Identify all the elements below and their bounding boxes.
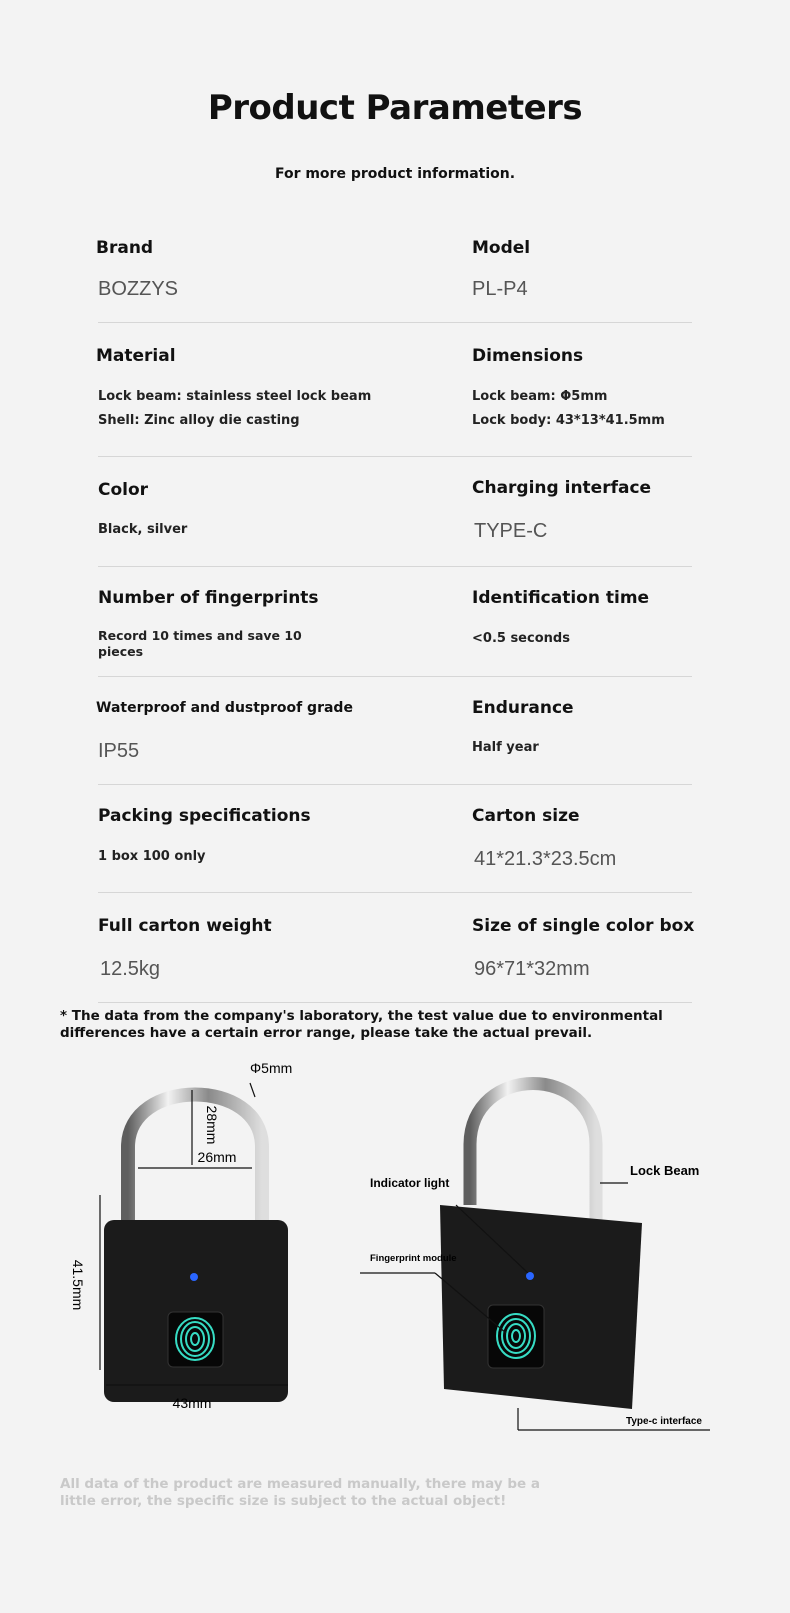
body-height-label: 41.5mm <box>70 1259 86 1311</box>
charging-label: Charging interface <box>472 478 652 498</box>
lab-note: * The data from the company's laboratory, the test value due to environmental differences have a certain error range, please take the actual prevail. <box>60 1008 663 1041</box>
endurance-value: Half year <box>472 740 539 755</box>
page-subtitle: For more product information. <box>274 166 516 182</box>
carton-size-label: Carton size <box>472 806 580 826</box>
dimensions-line1: Lock beam: Φ5mm <box>472 389 608 404</box>
beam-height-label: 28mm <box>204 1105 220 1145</box>
fingerprint-module-label: Fingerprint module <box>370 1253 457 1264</box>
waterproof-label: Waterproof and dustproof grade <box>96 700 353 716</box>
divider <box>98 1002 692 1003</box>
divider <box>98 784 692 785</box>
fingerprints-value: Record 10 times and save 10 pieces <box>98 628 302 659</box>
dimensions-label: Dimensions <box>472 346 584 366</box>
lock-shackle <box>470 1084 596 1221</box>
footer-disclaimer: All data of the product are measured manually, there may be a little error, the specific size is subject to the actual object! <box>60 1476 540 1509</box>
carton-weight-label: Full carton weight <box>98 916 272 936</box>
indicator-light-label: Indicator light <box>370 1176 450 1190</box>
color-value: Black, silver <box>98 522 188 537</box>
lock-beam-label: Lock Beam <box>630 1163 700 1178</box>
divider <box>98 322 692 323</box>
material-line1: Lock beam: stainless steel lock beam <box>98 389 372 404</box>
body-width-label: 43mm <box>172 1395 212 1411</box>
padlock-dimension-diagram <box>60 1060 350 1470</box>
brand-value: BOZZYS <box>98 278 179 300</box>
divider <box>98 566 692 567</box>
carton-size-value: 41*21.3*23.5cm <box>474 848 617 870</box>
packing-label: Packing specifications <box>98 806 311 826</box>
material-label: Material <box>96 346 176 366</box>
page-title: Product Parameters <box>207 88 583 128</box>
color-box-label: Size of single color box <box>472 916 695 936</box>
fingerprints-label: Number of fingerprints <box>98 588 319 608</box>
color-label: Color <box>98 480 149 500</box>
brand-label: Brand <box>96 238 154 258</box>
dimensions-line2: Lock body: 43*13*41.5mm <box>472 413 665 428</box>
carton-weight-value: 12.5kg <box>100 958 161 980</box>
padlock-component-diagram <box>360 1075 730 1455</box>
charging-value: TYPE-C <box>474 520 548 542</box>
lock-body <box>104 1220 288 1402</box>
indicator-dot <box>190 1273 198 1281</box>
divider <box>98 456 692 457</box>
color-box-value: 96*71*32mm <box>474 958 590 980</box>
model-value: PL-P4 <box>472 278 528 300</box>
packing-value: 1 box 100 only <box>98 849 206 864</box>
divider <box>98 676 692 677</box>
indicator-dot <box>526 1272 534 1280</box>
waterproof-value: IP55 <box>98 740 140 762</box>
lock-shackle <box>128 1095 262 1226</box>
model-label: Model <box>472 238 531 258</box>
material-line2: Shell: Zinc alloy die casting <box>98 413 300 428</box>
beam-width-label: 26mm <box>197 1149 237 1165</box>
identification-value: <0.5 seconds <box>472 631 570 646</box>
typec-interface-label: Type-c interface <box>626 1416 702 1427</box>
beam-diameter-label: Φ5mm <box>250 1060 293 1076</box>
identification-label: Identification time <box>472 588 650 608</box>
divider <box>98 892 692 893</box>
endurance-label: Endurance <box>472 698 574 718</box>
